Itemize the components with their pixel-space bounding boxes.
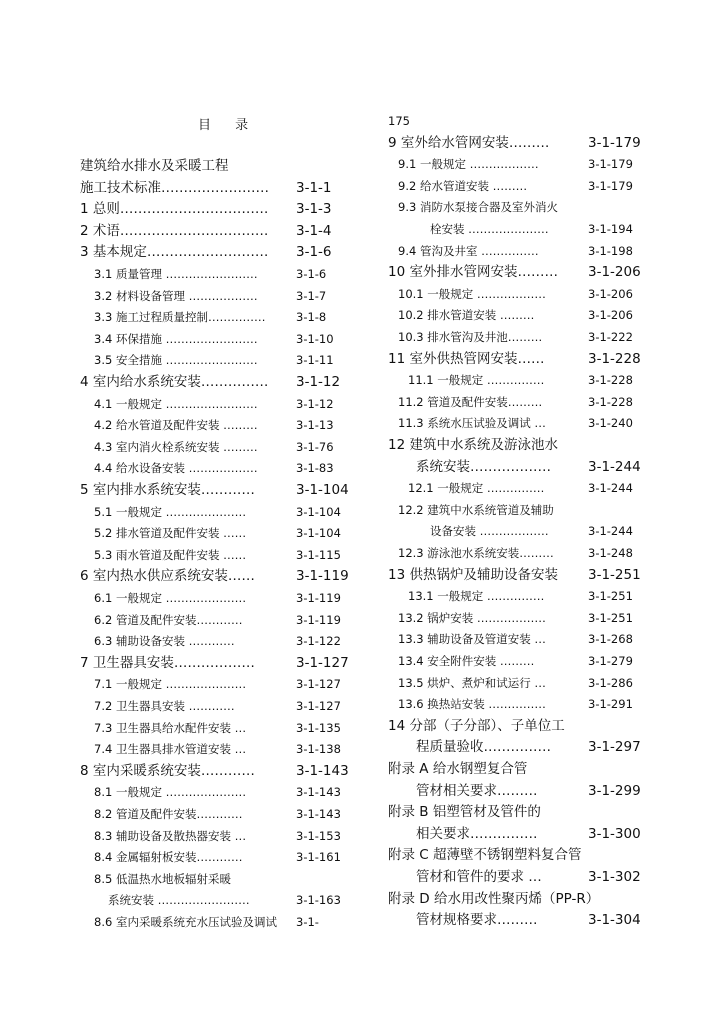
toc-entry-title: 10 室外排水管网安装……… <box>388 264 558 281</box>
toc-entry-title: 6.3 辅助设备安装 ………… <box>94 634 235 649</box>
toc-entry-title: 12.2 建筑中水系统管道及辅助 <box>398 502 554 517</box>
toc-entry-page: 3-1-248 <box>588 546 633 560</box>
toc-entry-page: 3-1-127 <box>296 677 341 692</box>
toc-entry-page: 3-1-143 <box>296 785 341 800</box>
toc-entry-page: 3-1-206 <box>588 308 633 323</box>
toc-entry-page: 3-1-138 <box>296 742 341 757</box>
toc-entry-title: 8 室内采暖系统安装………… <box>80 762 255 779</box>
toc-entry-title: 4.2 给水管道及配件安装 ……… <box>94 418 258 433</box>
toc-entry-page: 3-1-244 <box>588 481 633 496</box>
toc-entry-title: 8.1 一般规定 ………………… <box>94 785 247 800</box>
toc-entry-page: 3-1-251 <box>588 589 633 604</box>
toc-entry-page: 3-1-302 <box>588 869 641 885</box>
toc-entry-title: 10.2 排水管道安装 ……… <box>398 308 535 323</box>
toc-entry-title: 12 建筑中水系统及游泳池水 <box>388 437 558 453</box>
toc-entry-page: 3-1-83 <box>296 461 334 476</box>
toc-entry-page: 3-1-122 <box>296 634 341 649</box>
toc-entry-title: 管材相关要求……… <box>416 782 538 799</box>
toc-entry-title: 4.3 室内消火栓系统安装 ……… <box>94 439 258 454</box>
toc-entry-page: 3-1-268 <box>588 632 633 647</box>
toc-entry-title: 3.5 安全措施 …………………… <box>94 353 258 368</box>
toc-entry-title: 13.1 一般规定 …………… <box>408 589 545 604</box>
toc-entry-title: 8.4 金属辐射板安装………… <box>94 850 243 865</box>
toc-entry-title: 3 基本规定……………………… <box>80 244 269 261</box>
toc-entry-title: 附录 A 给水钢塑复合管 <box>388 761 528 777</box>
toc-entry-page: 3-1-135 <box>296 720 341 735</box>
toc-entry-page: 3-1-179 <box>588 134 641 151</box>
toc-entry-page: 3-1-179 <box>588 157 633 172</box>
toc-entry-title: 5.3 雨水管道及配件安装 …… <box>94 547 247 562</box>
toc-entry-title: 9.4 管沟及井室 …………… <box>398 243 539 258</box>
toc-entry-title: 6.2 管道及配件安装………… <box>94 612 243 627</box>
toc-entry-page: 3-1-244 <box>588 458 641 475</box>
toc-entry-page: 3-1-251 <box>588 566 641 583</box>
toc-entry-page: 3-1-304 <box>588 912 641 929</box>
toc-entry-title: 3.2 材料设备管理 ……………… <box>94 288 258 303</box>
toc-entry-title: 9.2 给水管道安装 ……… <box>398 178 528 193</box>
toc-entry-title: 7 卫生器具安装……………… <box>80 654 255 671</box>
toc-entry-page: 3-1-240 <box>588 416 633 431</box>
toc-entry-title: 3.4 环保措施 …………………… <box>94 331 258 346</box>
toc-entry-page: 3-1-12 <box>296 396 334 411</box>
toc-entry-page: 3-1-127 <box>296 699 341 713</box>
toc-entry-page: 3-1-228 <box>588 373 633 388</box>
toc-entry-page: 3-1-161 <box>296 850 341 865</box>
toc-entry-title: 4.4 给水设备安装 ……………… <box>94 461 258 476</box>
toc-entry-page: 3-1-244 <box>588 524 633 539</box>
toc-entry-title: 施工技术标准…………………… <box>80 179 269 196</box>
toc-entry-page: 3-1-251 <box>588 610 633 625</box>
toc-entry-title: 管材规格要求……… <box>416 912 538 929</box>
toc-entry-page: 3-1-286 <box>588 675 633 690</box>
toc-entry-page: 3-1-8 <box>296 310 327 325</box>
toc-entry-page: 3-1-299 <box>588 782 641 799</box>
toc-entry-page: 3-1-206 <box>588 264 641 281</box>
toc-entry-page: 3-1-163 <box>296 893 341 908</box>
toc-entry-title: 附录 D 给水用改性聚丙烯（PP-R） <box>388 890 600 907</box>
toc-entry-page: 3-1-4 <box>296 222 332 239</box>
toc-entry-title: 13.4 安全附件安装 ……… <box>398 654 535 668</box>
toc-entry-title: 175 <box>388 114 410 128</box>
toc-entry-title: 13.3 辅助设备及管道安装 … <box>398 632 546 647</box>
toc-entry-title: 相关要求…………… <box>416 825 538 842</box>
toc-entry-title: 9.3 消防水泵接合器及室外消火 <box>398 200 558 215</box>
toc-entry-title: 7.1 一般规定 ………………… <box>94 677 247 692</box>
toc-entry-page: 3-1-119 <box>296 591 341 605</box>
toc-entry-title: 9 室外给水管网安装……… <box>388 134 550 151</box>
toc-entry-title: 6 室内热水供应系统安装…… <box>80 568 255 585</box>
toc-entry-page: 3-1-127 <box>296 654 349 671</box>
toc-entry-page: 3-1-297 <box>588 739 641 756</box>
toc-entry-title: 13.5 烘炉、煮炉和试运行 … <box>398 675 546 690</box>
toc-entry-title: 7.3 卫生器具给水配件安装 … <box>94 720 247 735</box>
toc-entry-page: 3-1-143 <box>296 762 349 779</box>
toc-entry-page: 3-1-222 <box>588 330 633 344</box>
toc-entry-page: 3-1-104 <box>296 504 341 519</box>
toc-entry-title: 11.2 管道及配件安装……… <box>398 394 543 409</box>
toc-entry-page: 3-1-12 <box>296 374 341 390</box>
toc-entry-title: 12.3 游泳池水系统安装……… <box>398 546 554 560</box>
toc-entry-page: 3-1-228 <box>588 350 641 367</box>
toc-entry-title: 10.1 一般规定 ……………… <box>398 286 546 301</box>
toc-entry-page: 3-1-6 <box>296 267 327 281</box>
toc-entry-title: 程质量验收…………… <box>416 739 551 756</box>
toc-entry-title: 1 总则…………………………… <box>80 201 269 218</box>
toc-entry-title: 附录 C 超薄壁不锈钢塑料复合管 <box>388 847 582 864</box>
toc-entry-page: 3-1-143 <box>296 807 341 821</box>
toc-entry-title: 14 分部（子分部）、子单位工 <box>388 717 565 734</box>
toc-entry-page: 3-1-115 <box>296 547 341 562</box>
toc-entry-title: 4.1 一般规定 …………………… <box>94 396 258 411</box>
toc-entry-title: 13 供热锅炉及辅助设备安装 <box>388 566 558 583</box>
toc-entry-title: 附录 B 铝塑管材及管件的 <box>388 804 541 821</box>
toc-entry-title: 5.2 排水管道及配件安装 …… <box>94 526 247 541</box>
toc-entry-page: 3-1-3 <box>296 201 332 218</box>
toc-entry-page: 3-1-7 <box>296 288 327 303</box>
toc-entry-title: 2 术语…………………………… <box>80 222 269 239</box>
toc-entry-title: 管材和管件的要求 … <box>416 869 542 885</box>
toc-entry-page: 3-1-104 <box>296 482 349 498</box>
toc-entry-page: 3-1-76 <box>296 439 334 454</box>
toc-entry-page: 3-1-228 <box>588 394 633 409</box>
toc-entry-page: 3-1-179 <box>588 178 633 193</box>
toc-entry-page: 3-1-279 <box>588 654 633 668</box>
toc-entry-title: 13.6 换热站安装 …………… <box>398 697 546 712</box>
toc-entry-title: 栓安装 ………………… <box>430 222 549 236</box>
toc-entry-page: 3-1-104 <box>296 526 341 541</box>
toc-entry-page: 3-1-6 <box>296 244 332 261</box>
toc-entry-page: 3-1-119 <box>296 612 341 627</box>
toc-entry-title: 系统安装……………… <box>416 458 551 475</box>
toc-entry-title: 8.2 管道及配件安装………… <box>94 807 243 821</box>
toc-entry-title: 8.6 室内采暖系统充水压试验及调试 <box>94 915 277 929</box>
toc-entry-page: 3-1- <box>296 915 319 929</box>
toc-entry-title: 11.1 一般规定 …………… <box>408 373 545 388</box>
toc-entry-page: 3-1-194 <box>588 222 633 236</box>
toc-entry-page: 3-1-11 <box>296 353 334 368</box>
toc-entry-title: 3.3 施工过程质量控制…………… <box>94 310 266 325</box>
page-title: 目 录 <box>198 118 259 133</box>
toc-entry-title: 9.1 一般规定 ……………… <box>398 157 539 172</box>
toc-entry-title: 7.2 卫生器具安装 ………… <box>94 699 235 713</box>
toc-entry-title: 7.4 卫生器具排水管道安装 … <box>94 742 247 757</box>
toc-entry-title: 4 室内给水系统安装…………… <box>80 374 269 390</box>
toc-entry-title: 5 室内排水系统安装………… <box>80 482 255 498</box>
toc-entry-title: 11 室外供热管网安装…… <box>388 350 545 367</box>
toc-entry-page: 3-1-291 <box>588 697 633 712</box>
toc-entry-page: 3-1-153 <box>296 828 341 843</box>
toc-entry-page: 3-1-198 <box>588 243 633 258</box>
toc-entry-title: 5.1 一般规定 ………………… <box>94 504 247 519</box>
toc-entry-title: 13.2 锅炉安装 ……………… <box>398 610 546 625</box>
toc-entry-title: 11.3 系统水压试验及调试 … <box>398 416 546 431</box>
toc-entry-title: 8.5 低温热水地板辐射采暖 <box>94 871 231 886</box>
toc-entry-page: 3-1-206 <box>588 286 633 301</box>
toc-entry-page: 3-1-10 <box>296 331 334 346</box>
toc-entry-page: 3-1-1 <box>296 179 332 196</box>
toc-entry-page: 3-1-300 <box>588 825 641 842</box>
toc-entry-title: 6.1 一般规定 ………………… <box>94 591 247 605</box>
toc-entry-title: 系统安装 …………………… <box>108 893 250 908</box>
toc-entry-page: 3-1-13 <box>296 418 334 433</box>
toc-entry-title: 8.3 辅助设备及散热器安装 … <box>94 828 247 843</box>
toc-entry-title: 10.3 排水管沟及井池……… <box>398 330 543 344</box>
toc-entry-title: 12.1 一般规定 …………… <box>408 481 545 496</box>
toc-entry-title: 建筑给水排水及采暖工程 <box>80 158 229 174</box>
toc-entry-page: 3-1-119 <box>296 568 349 585</box>
toc-entry-title: 设备安装 ……………… <box>430 524 549 539</box>
toc-entry-title: 3.1 质量管理 …………………… <box>94 267 258 281</box>
